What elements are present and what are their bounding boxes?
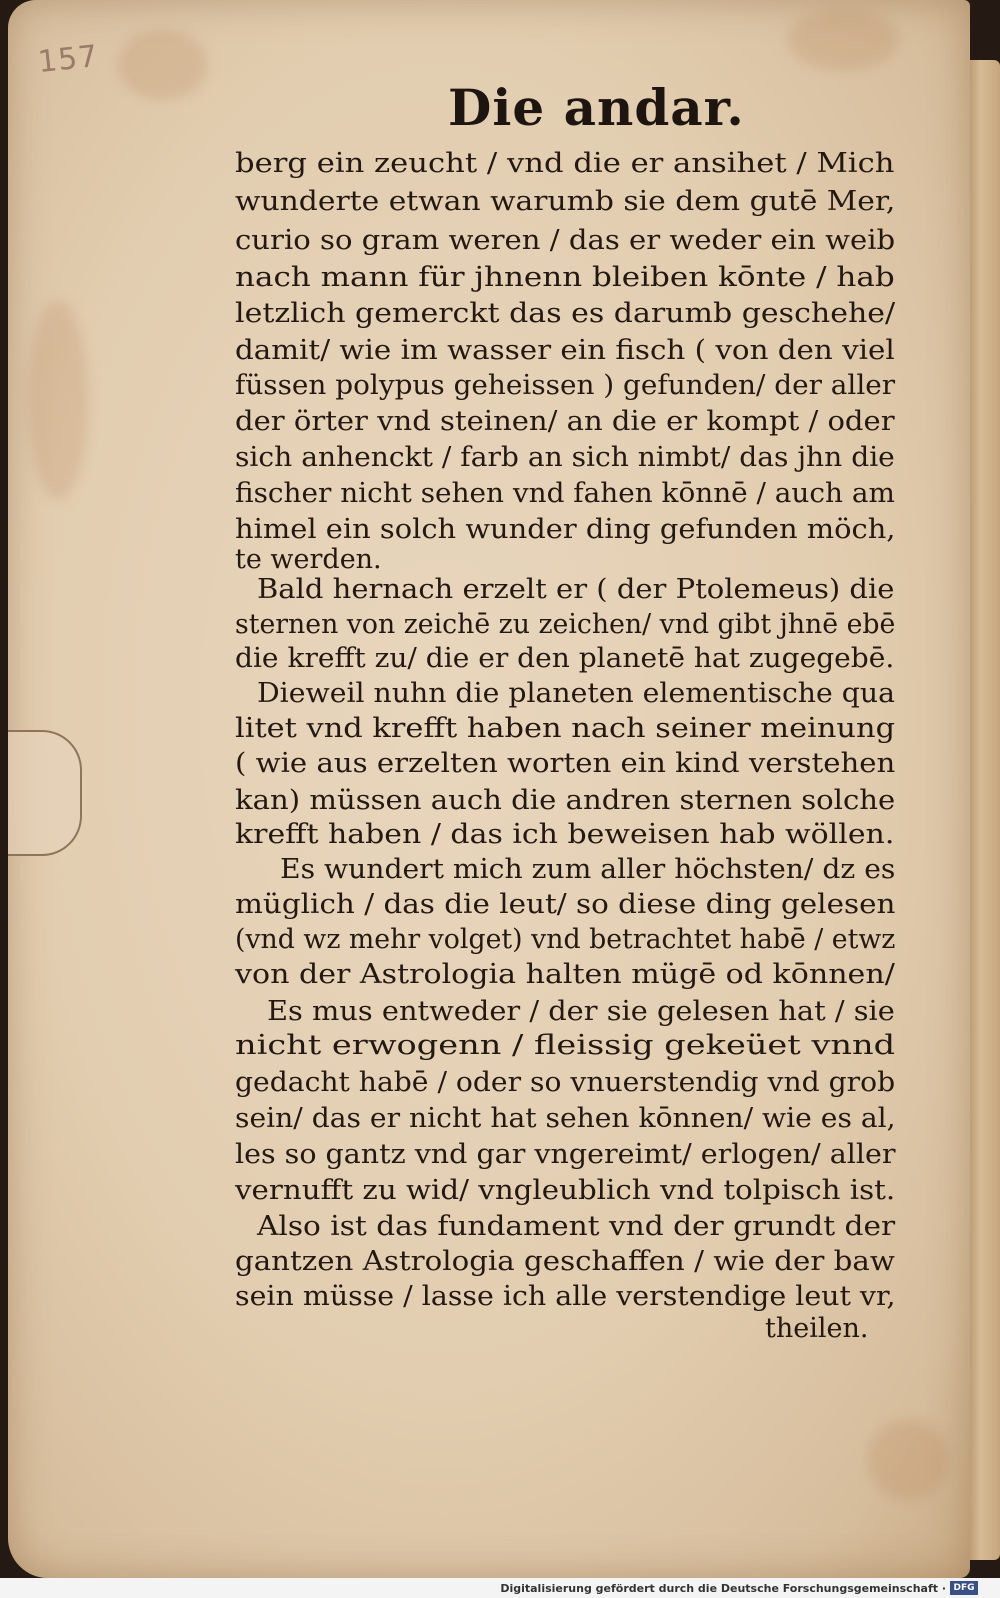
text-line: die krefft zu/ die er den planetē hat zugegebē.	[235, 643, 895, 674]
text-line: vernufft zu wid/ vngleublich vnd tolpisch ist.	[235, 1175, 896, 1206]
dfg-logo: DFG	[950, 1581, 978, 1595]
text-line: nach mann für jhnenn bleiben kōnte / hab	[235, 262, 895, 293]
text-line: berg ein zeucht / vnd die er ansihet / Mich	[235, 148, 895, 179]
text-line: füssen polypus geheissen ) gefunden/ der aller	[235, 370, 896, 401]
text-line: Dieweil nuhn die planeten elementische qua	[257, 678, 895, 709]
text-line: damit/ wie im wasser ein fisch ( von den viel	[235, 335, 895, 366]
text-line: gantzen Astrologia geschaffen / wie der baw	[235, 1246, 895, 1277]
footer-credit: Digitalisierung gefördert durch die Deutsche Forschungsgemeinschaft ·	[500, 1582, 946, 1595]
text-line: fischer nicht sehen vnd fahen kōnnē / auch am	[235, 478, 895, 509]
text-line: sternen von zeichē zu zeichen/ vnd gibt jhnē ebē	[235, 609, 896, 640]
text-line: nicht erwogenn / fleissig gekeüet vnnd	[235, 1030, 896, 1061]
text-line: von der Astrologia halten mügē od kōnnen/	[235, 959, 895, 990]
text-line: ( wie aus erzelten worten ein kind verstehen	[235, 748, 896, 779]
text-line: sich anhenckt / farb an sich nimbt/ das jhn die	[235, 442, 895, 473]
folio-number: 157	[36, 38, 100, 81]
text-line: Also ist das fundament vnd der grundt der	[257, 1211, 896, 1242]
stain	[868, 1420, 948, 1500]
page-edge	[968, 60, 1000, 1560]
stain	[788, 10, 898, 70]
text-line: curio so gram weren / das er weder ein weib	[235, 225, 896, 256]
text-line: gedacht habē / oder so vnuerstendig vnd grob	[235, 1067, 896, 1098]
text-line: (vnd wz mehr volget) vnd betrachtet habē / etwz	[235, 924, 896, 955]
text-line: wunderte etwan warumb sie dem gutē Mer,	[235, 186, 896, 217]
text-line: letzlich gemerckt das es darumb geschehe/	[235, 298, 896, 329]
running-head: Die andar.	[448, 78, 745, 137]
stain	[118, 30, 208, 100]
text-line: Es mus entweder / der sie gelesen hat / sie	[267, 996, 895, 1027]
text-line: te werden.	[235, 544, 382, 575]
text-line: litet vnd krefft haben nach seiner meinung	[235, 713, 896, 744]
text-line: der örter vnd steinen/ an die er kompt / oder	[235, 406, 895, 437]
text-line: theilen.	[765, 1313, 869, 1344]
text-line: himel ein solch wunder ding gefunden möch,	[235, 514, 896, 545]
text-line: müglich / das die leut/ so diese ding gelesen	[235, 889, 896, 920]
text-line: Es wundert mich zum aller höchsten/ dz es	[280, 854, 896, 885]
text-line: sein/ das er nicht hat sehen kōnnen/ wie es al,	[235, 1103, 896, 1134]
text-line: kan) müssen auch die andren sternen solche	[235, 785, 896, 816]
page-tab-marker	[8, 730, 82, 856]
stain	[28, 300, 88, 500]
text-line: les so gantz vnd gar vngereimt/ erlogen/ aller	[235, 1139, 896, 1170]
text-line: krefft haben / das ich beweisen hab wöllen.	[235, 819, 895, 850]
text-line: sein müsse / lasse ich alle verstendige leut vr,	[235, 1281, 896, 1312]
footer-bar	[0, 1578, 1000, 1598]
text-line: Bald hernach erzelt er ( der Ptolemeus) die	[257, 574, 895, 605]
